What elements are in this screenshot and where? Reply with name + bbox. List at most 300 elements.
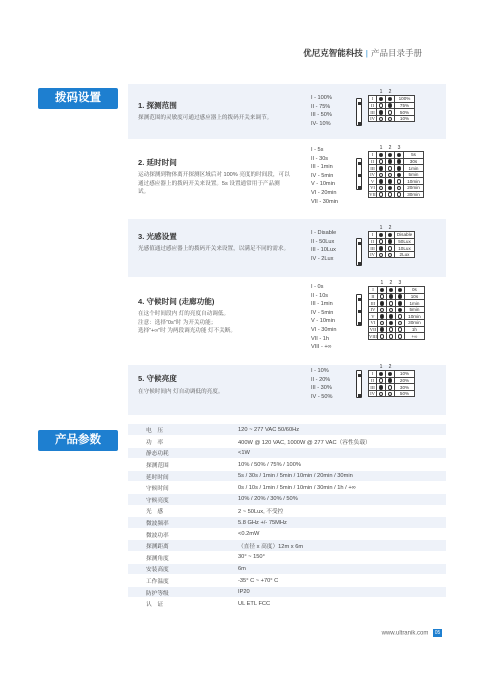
spec-value: 10% / 20% / 30% / 50% [228,494,446,506]
dip-state-cell [395,191,404,198]
dip-state-cell [386,300,395,307]
dip-on-dot [379,372,384,377]
dip-switch-icon [356,294,362,326]
dip-on-dot [397,166,402,171]
setting-title: 4. 守候时间 (走廊功能) [138,297,215,306]
spec-label: 微波功率 [128,528,228,540]
dip-row-numeral: I [369,287,378,294]
spec-label: 静态功耗 [128,447,228,459]
dip-row-value: Disable [395,232,415,239]
dip-off-dot [388,392,393,397]
dip-state-cell [395,320,404,327]
spec-row [128,563,446,575]
spec-value: <1W [228,447,446,459]
dip-state-cell [377,158,386,165]
dip-state-cell [386,115,395,122]
setting-option: II - 75% [311,103,331,110]
dip-state-cell [377,313,386,320]
dip-state-cell [377,102,386,109]
spec-row [128,540,446,552]
dip-row-numeral: IV [370,391,375,397]
dip-state-cell [386,165,395,172]
dip-row-value: 30s [404,158,424,165]
dip-off-dot [379,253,384,258]
dip-row-value: 1min [404,300,424,307]
dip-column-number: 1 [377,280,386,287]
spec-label: 微波频率 [128,517,228,529]
dip-off-dot [397,192,402,197]
dip-row-value: 10min [404,313,424,320]
dip-table-corner [395,364,415,371]
spec-label: 电 压 [128,424,228,436]
dip-state-cell [386,109,395,116]
dip-state-cell [386,185,395,192]
spec-label: 防护等级 [128,586,228,598]
dip-state-cell [386,102,395,109]
dip-row-value: +∞ [404,333,424,340]
spec-label: 工作温度 [128,575,228,587]
dip-on-dot [379,233,384,238]
dip-table-row [369,158,424,165]
dip-state-cell [377,152,386,159]
dip-row-value: 10% [395,115,415,122]
dip-state-cell [386,333,395,340]
page-footer [382,629,442,637]
dip-state-cell [386,306,395,313]
dip-off-dot [397,186,402,191]
spec-value: <0.2mW [228,528,446,540]
dip-table-row [369,96,415,103]
dip-table-row [369,313,425,320]
dip-state-cell [377,191,386,198]
dip-state-cell [386,384,395,391]
dip-row-value: 10% [395,371,415,378]
setting-options [311,283,337,352]
setting-option: IV- 10% [311,120,331,127]
dip-switch-icon [356,158,362,190]
dip-state-cell [386,251,395,258]
dip-off-dot [389,327,394,332]
dip-off-dot [380,294,385,299]
dip-row-numeral: VIII [369,333,377,339]
dip-state-cell [395,293,404,300]
setting-option: I - 100% [311,95,332,101]
setting-option: III - 50% [311,112,332,119]
dip-row-numeral: II [369,238,377,245]
dip-off-dot [380,334,385,339]
dip-state-cell [395,158,404,165]
spec-value: 5s / 30s / 1min / 5min / 10min / 20min / 30min [228,470,446,482]
dip-table-row [369,390,415,397]
catalog-subtitle: 产品目录手册 [370,48,422,58]
dip-on-dot [388,239,393,244]
dip-row-value: 50Lux [395,238,415,245]
dip-state-cell [377,293,386,300]
dip-table-row [369,191,424,198]
dip-off-dot [388,117,393,122]
dip-row-value: 5min [404,171,424,178]
setting-option: III - 1min [311,301,333,308]
dip-off-dot [379,117,384,122]
dip-table-row [369,178,424,185]
dip-state-cell [377,232,386,239]
dip-state-cell [395,300,404,307]
dip-row-numeral: VII [369,191,376,197]
dip-off-dot [398,314,403,319]
company-name: 优尼克智能科技 [303,48,363,58]
dip-off-dot [388,253,393,258]
dip-state-cell [386,245,395,252]
dip-state-cell [377,384,386,391]
spec-label: 守候亮度 [128,494,228,506]
setting-description: 光感值通过感应器上的拨码开关来设置，以满足不同的需求。 [138,246,290,252]
dip-table-row [369,293,425,300]
dip-on-dot [380,301,385,306]
dip-on-dot [398,288,403,293]
dip-row-value: 75% [395,102,415,109]
dip-on-dot [388,372,393,377]
setting-option: IV - 5min [311,172,334,179]
spec-label: 功 率 [128,436,228,448]
header-separator: | [365,48,368,58]
dip-on-dot [398,294,403,299]
dip-table-row [369,152,424,159]
dip-table-corner [369,364,377,371]
dip-row-value: 30min [404,320,424,327]
dip-state-cell [386,152,395,159]
setting-option: IV - 2Lux [311,255,334,262]
setting-description: 运动探测到物体离开探测区域后对 100% 亮度的时间段，可以通过感应器上的拨码开关来设置。5s 设置通常用于产品测试。 [138,172,290,196]
spec-value: UL ETL FCC [228,598,446,610]
dip-table-row [369,384,415,391]
setting-title: 5. 守候亮度 [138,374,177,383]
dip-table-row [369,165,424,172]
setting-option: VIII - +∞ [311,344,332,351]
dip-on-dot [389,288,394,293]
dip-row-numeral: VII [369,326,377,332]
dip-row-value: 100% [395,96,415,103]
dip-column-number: 1 [377,225,386,232]
setting-option: III - 10Lux [311,247,336,254]
spec-value: 0s / 10s / 1min / 5min / 10min / 30min / 1h / +∞ [228,482,446,494]
dip-on-dot [379,179,384,184]
setting-option: I - 5s [311,147,324,153]
spec-value: 30° ~ 150° [228,552,446,564]
spec-row [128,598,446,610]
dip-on-dot [388,186,393,191]
dip-on-dot [398,301,403,306]
dip-row-value: 10min [404,178,424,185]
dip-off-dot [388,192,393,197]
dip-state-cell [377,333,386,340]
dip-on-dot [389,314,394,319]
spec-row [128,436,446,448]
dip-setting-table [368,89,415,122]
dip-on-dot [388,378,393,383]
spec-value: 120 ~ 277 VAC 50/60Hz [228,424,446,436]
spec-row [128,552,446,564]
setting-option: III - 30% [311,385,332,392]
dip-setting-table [368,145,424,198]
dip-row-value: 1min [404,165,424,172]
spec-value: 400W @ 120 VAC, 1000W @ 277 VAC（容性负载） [228,436,446,448]
dip-off-dot [398,321,403,326]
spec-label: 延时时间 [128,470,228,482]
dip-setting-table [368,280,425,340]
dip-table-row [369,287,425,294]
dip-table-row [369,171,424,178]
dip-row-value: 30% [395,384,415,391]
header-brand [303,47,422,59]
dip-state-cell [377,178,386,185]
dip-state-cell [386,191,395,198]
dip-row-value: 5s [404,152,424,159]
dip-off-dot [389,301,394,306]
dip-row-value: 1h [404,326,424,333]
dip-setting-table [368,225,415,258]
dip-row-value: 2Lux [395,251,415,258]
setting-option: I - 0s [311,284,324,290]
setting-option: V - 10min [311,318,335,325]
dip-table-row [369,300,425,307]
dip-row-value: 20min [404,185,424,192]
dip-table-row [369,320,425,327]
dip-on-dot [388,153,393,158]
spec-label: 光 感 [128,505,228,517]
spec-row [128,424,446,436]
dip-table-row [369,371,415,378]
dip-row-numeral: II [369,377,377,384]
dip-state-cell [377,251,386,258]
dip-on-dot [388,159,393,164]
dip-on-dot [380,314,385,319]
dip-state-cell [386,232,395,239]
dip-state-cell [395,171,404,178]
setting-title: 3. 光感设置 [138,232,177,241]
dip-column-number: 2 [386,89,395,96]
dip-column-number: 2 [386,225,395,232]
dip-table-row [369,238,415,245]
dip-table-corner [369,89,377,96]
dip-table-corner [369,225,377,232]
setting-title: 1. 探测范围 [138,101,177,110]
setting-option: IV - 5min [311,309,334,316]
spec-row [128,447,446,459]
dip-state-cell [395,178,404,185]
setting-option: II - 50Lux [311,238,335,245]
dip-state-cell [386,371,395,378]
setting-option: II - 20% [311,376,331,383]
dip-column-number: 1 [377,89,386,96]
dip-on-dot [397,173,402,178]
dip-on-dot [389,294,394,299]
dip-table-corner [369,280,378,287]
dip-state-cell [377,238,386,245]
dip-on-dot [379,153,384,158]
dip-on-dot [388,179,393,184]
dip-off-dot [388,110,393,115]
setting-description: 在守候时间内 灯自动调低的亮度。 [138,389,224,395]
dip-state-cell [386,320,395,327]
dip-state-cell [395,287,404,294]
dip-on-dot [388,233,393,238]
dip-state-cell [386,171,395,178]
dip-column-number: 2 [386,280,395,287]
spec-table [128,424,446,610]
dip-state-cell [386,96,395,103]
dip-on-dot [398,308,403,313]
dip-on-dot [379,385,384,390]
spec-value: （直径 x 高度）12m x 6m [228,540,446,552]
dip-state-cell [395,165,404,172]
dip-row-numeral: V [369,178,377,185]
dip-row-value: 10s [404,293,424,300]
dip-state-cell [377,185,386,192]
dip-on-dot [379,110,384,115]
dip-row-numeral: III [370,245,375,251]
spec-label: 探测角度 [128,552,228,564]
dip-off-dot [379,239,384,244]
dip-off-dot [388,173,393,178]
dip-on-dot [389,321,394,326]
dip-on-dot [379,246,384,251]
dip-state-cell [386,377,395,384]
dip-table-corner [404,280,424,287]
setting-options [311,367,332,401]
dip-table-row [369,185,424,192]
spec-row [128,586,446,598]
setting-option: VII - 30min [311,198,339,205]
dip-state-cell [395,326,404,333]
dip-state-cell [386,238,395,245]
dip-off-dot [380,321,385,326]
dip-table-row [369,115,415,122]
dip-row-numeral: III [369,300,378,307]
dip-on-dot [388,97,393,102]
setting-option: VI - 30min [311,326,337,333]
dip-off-dot [379,192,384,197]
dip-off-dot [380,308,385,313]
dip-state-cell [377,306,386,313]
spec-row [128,482,446,494]
dip-row-value: 20% [395,377,415,384]
dip-column-number: 2 [386,364,395,371]
dip-table-row [369,109,415,116]
dip-state-cell [395,313,404,320]
spec-row [128,470,446,482]
dip-row-numeral: IV [370,172,375,178]
dip-column-number: 3 [395,145,404,152]
dip-row-numeral: VI [370,185,375,191]
dip-off-dot [389,334,394,339]
spec-label: 探测范围 [128,459,228,471]
spec-row [128,517,446,529]
setting-option: V - 10min [311,181,335,188]
dip-state-cell [377,390,386,397]
spec-value: 5.8 GHz +/- 75MHz [228,517,446,529]
dip-state-cell [386,293,395,300]
dip-state-cell [377,320,386,327]
dip-table-row [369,333,425,340]
spec-value: IP20 [228,586,446,598]
dip-on-dot [397,153,402,158]
dip-switch-icon [356,370,362,398]
dip-table-corner [395,89,415,96]
spec-row [128,494,446,506]
dip-table-corner [404,145,424,152]
setting-description: 在这个时间段内 灯的亮度自动调低。 注意：选择“0s”时 为开关功能； 选择“+∞”时 为两段调光功能 灯不关断。 [138,311,236,335]
dip-row-numeral: IV [370,252,375,258]
dip-column-number: 1 [377,364,386,371]
spec-label: 守候时间 [128,482,228,494]
dip-off-dot [379,173,384,178]
dip-off-dot [379,186,384,191]
spec-value: 10% / 50% / 75% / 100% [228,459,446,471]
dip-state-cell [386,390,395,397]
dip-row-value: 50% [395,109,415,116]
dip-state-cell [377,377,386,384]
dip-off-dot [388,166,393,171]
setting-description: 探测范围的灵敏度可通过感应器上的拨码开关来调节。 [138,115,273,121]
spec-label: 认 证 [128,598,228,610]
dip-state-cell [395,185,404,192]
dip-settings-heading: 拨码设置 [38,88,118,109]
dip-setting-table [368,364,415,397]
dip-row-numeral: III [370,109,375,115]
setting-options [311,229,336,263]
page-number: 05 [434,630,441,636]
dip-table-row [369,232,415,239]
spec-row [128,528,446,540]
dip-off-dot [397,179,402,184]
dip-state-cell [377,109,386,116]
dip-off-dot [379,378,384,383]
dip-column-number: 3 [395,280,404,287]
dip-state-cell [377,300,386,307]
dip-row-numeral: I [369,96,377,103]
spec-row [128,575,446,587]
website-url: www.ultranik.com [381,630,429,637]
spec-label: 安装高度 [128,563,228,575]
dip-table-row [369,102,415,109]
specs-heading: 产品参数 [38,430,118,451]
dip-table-row [369,245,415,252]
setting-option: VI - 20min [311,189,337,196]
dip-on-dot [380,327,385,332]
dip-state-cell [386,313,395,320]
dip-table-corner [395,225,415,232]
dip-state-cell [377,287,386,294]
setting-option: I - 10% [311,368,329,374]
dip-table-row [369,251,415,258]
dip-row-value: 50% [395,390,415,397]
dip-switch-icon [356,238,362,266]
spec-value: 6m [228,563,446,575]
dip-row-numeral: I [369,371,377,378]
dip-state-cell [386,178,395,185]
dip-state-cell [377,245,386,252]
dip-column-number: 2 [386,145,395,152]
dip-row-value: 10Lux [395,245,415,252]
setting-option: VII - 1h [311,335,330,342]
dip-table-row [369,326,425,333]
setting-option: IV - 50% [311,393,333,400]
dip-state-cell [377,165,386,172]
dip-row-numeral: II [369,102,377,109]
spec-value: 2 ~ 50Lux, 不受控 [228,505,446,517]
dip-state-cell [386,326,395,333]
setting-option: II - 10s [311,292,329,299]
